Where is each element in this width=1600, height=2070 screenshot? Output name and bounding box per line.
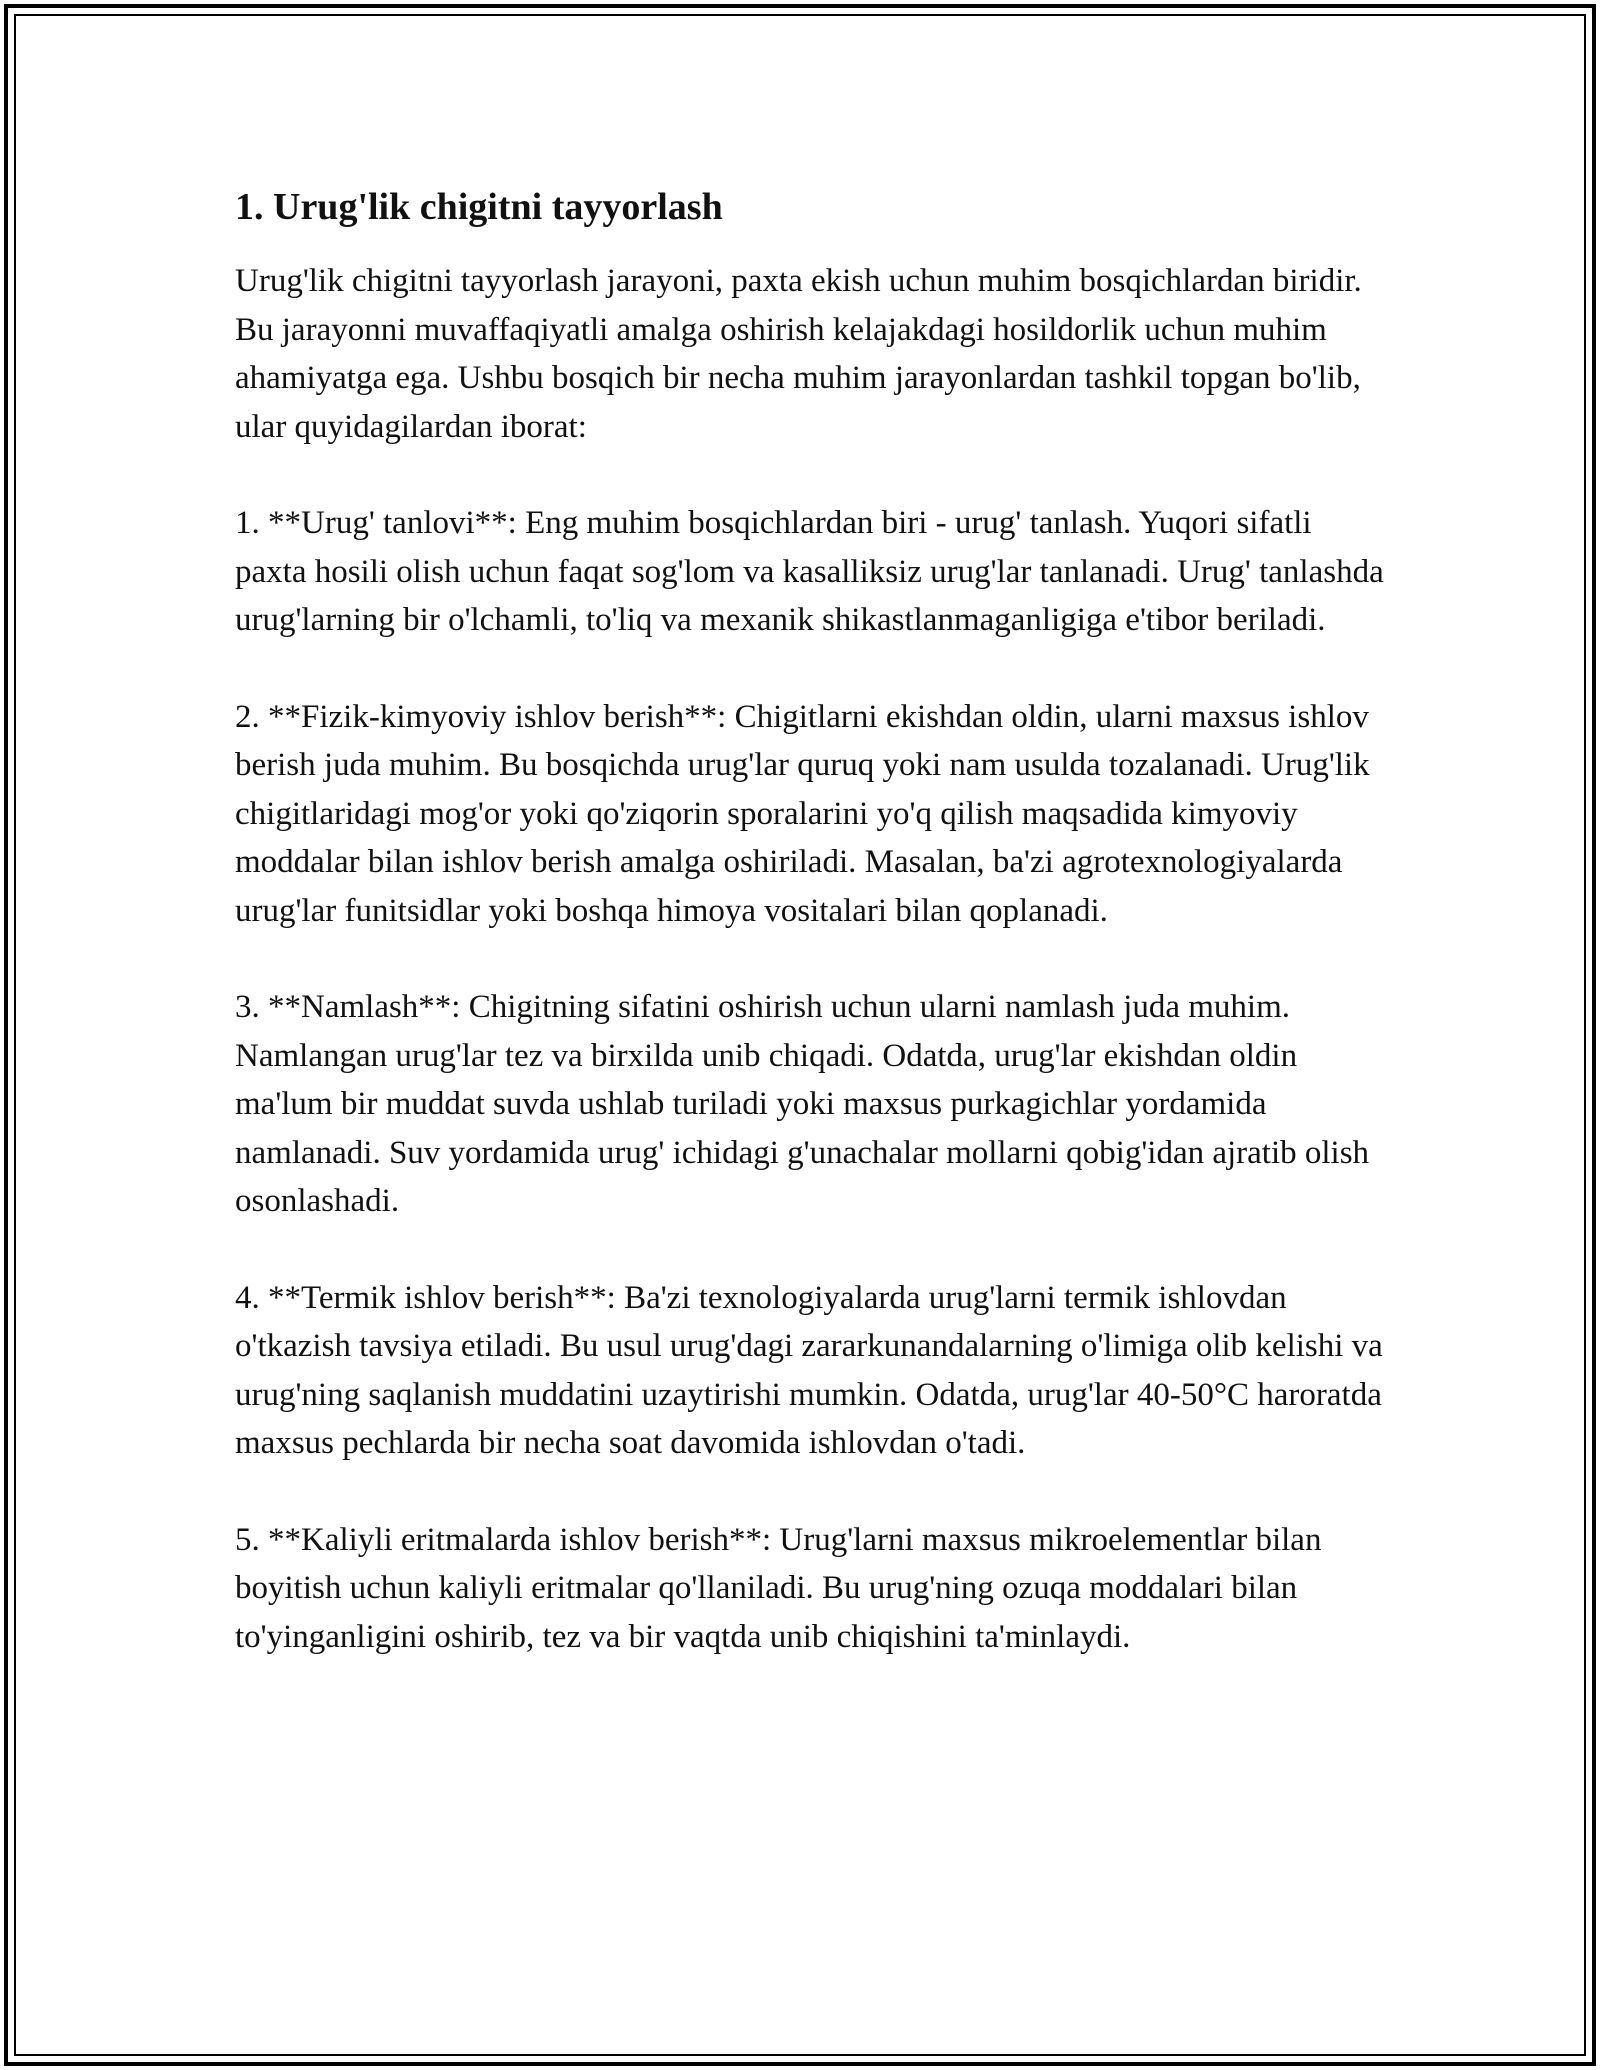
list-item-kaliyli: 5. **Kaliyli eritmalarda ishlov berish**: Urug'larni maxsus mikroelementlar bilan boyitish uchun kaliyli eritmalar qo'llaniladi. Bu urug'ning ozuqa moddalari bilan to'yinganligini oshirib, tez va bir vaqtda unib chiqishini ta'minlaydi.	[235, 1521, 1322, 1655]
list-item-urug-tanlovi: 1. **Urug' tanlovi**: Eng muhim bosqichlardan biri - urug' tanlash. Yuqori sifatli paxta hosili olish uchun faqat sog'lom va kasalliksiz urug'lar tanlanadi. Urug' tanlashda urug'larning bir o'lchamli, to'liq va mexanik shikastlanmaganligiga e'tibor beriladi.	[235, 505, 1384, 638]
list-item-fizik-kimyoviy: 2. **Fizik-kimyoviy ishlov berish**: Chigitlarni ekishdan oldin, ularni maxsus ishlov berish juda muhim. Bu bosqichda urug'lar quruq yoki nam usulda tozalanadi. Urug'lik chigitlaridagi mog'or yoki qo'ziqorin sporalarini yo'q qilish maqsadida kimyoviy moddalar bilan ishlov berish amalga oshiriladi. Masalan, ba'zi agrotexnologiyalarda urug'lar funitsidlar yoki boshqa himoya vositalari bilan qoplanadi.	[235, 698, 1370, 929]
list-item-termik: 4. **Termik ishlov berish**: Ba'zi texnologiyalarda urug'larni termik ishlovdan o'tkazish tavsiya etiladi. Bu usul urug'dagi zararkunandalarning o'limiga olib kelishi va urug'ning saqlanish muddatini uzaytirishi mumkin. Odatda, urug'lar 40-50°C haroratda maxsus pechlarda bir necha soat davomida ishlovdan o'tadi.	[235, 1279, 1383, 1461]
document-body	[235, 183, 1385, 1709]
intro-paragraph: Urug'lik chigitni tayyorlash jarayoni, paxta ekish uchun muhim bosqichlardan biridir. Bu jarayonni muvaffaqiyatli amalga oshirish kelajakdagi hosildorlik uchun muhim ahamiyatga ega. Ushbu bosqich bir necha muhim jarayonlardan tashkil topgan bo'lib, ular quyidagilardan iborat:	[235, 263, 1362, 445]
document-title: 1. Urug'lik chigitni tayyorlash	[235, 186, 723, 228]
list-item-namlash: 3. **Namlash**: Chigitning sifatini oshirish uchun ularni namlash juda muhim. Namlangan urug'lar tez va birxilda unib chiqadi. Odatda, urug'lar ekishdan oldin ma'lum bir muddat suvda ushlab turiladi yoki maxsus purkagichlar yordamida namlanadi. Suv yordamida urug' ichidagi g'unachalar mollarni qobig'idan ajratib olish osonlashadi.	[235, 989, 1370, 1219]
